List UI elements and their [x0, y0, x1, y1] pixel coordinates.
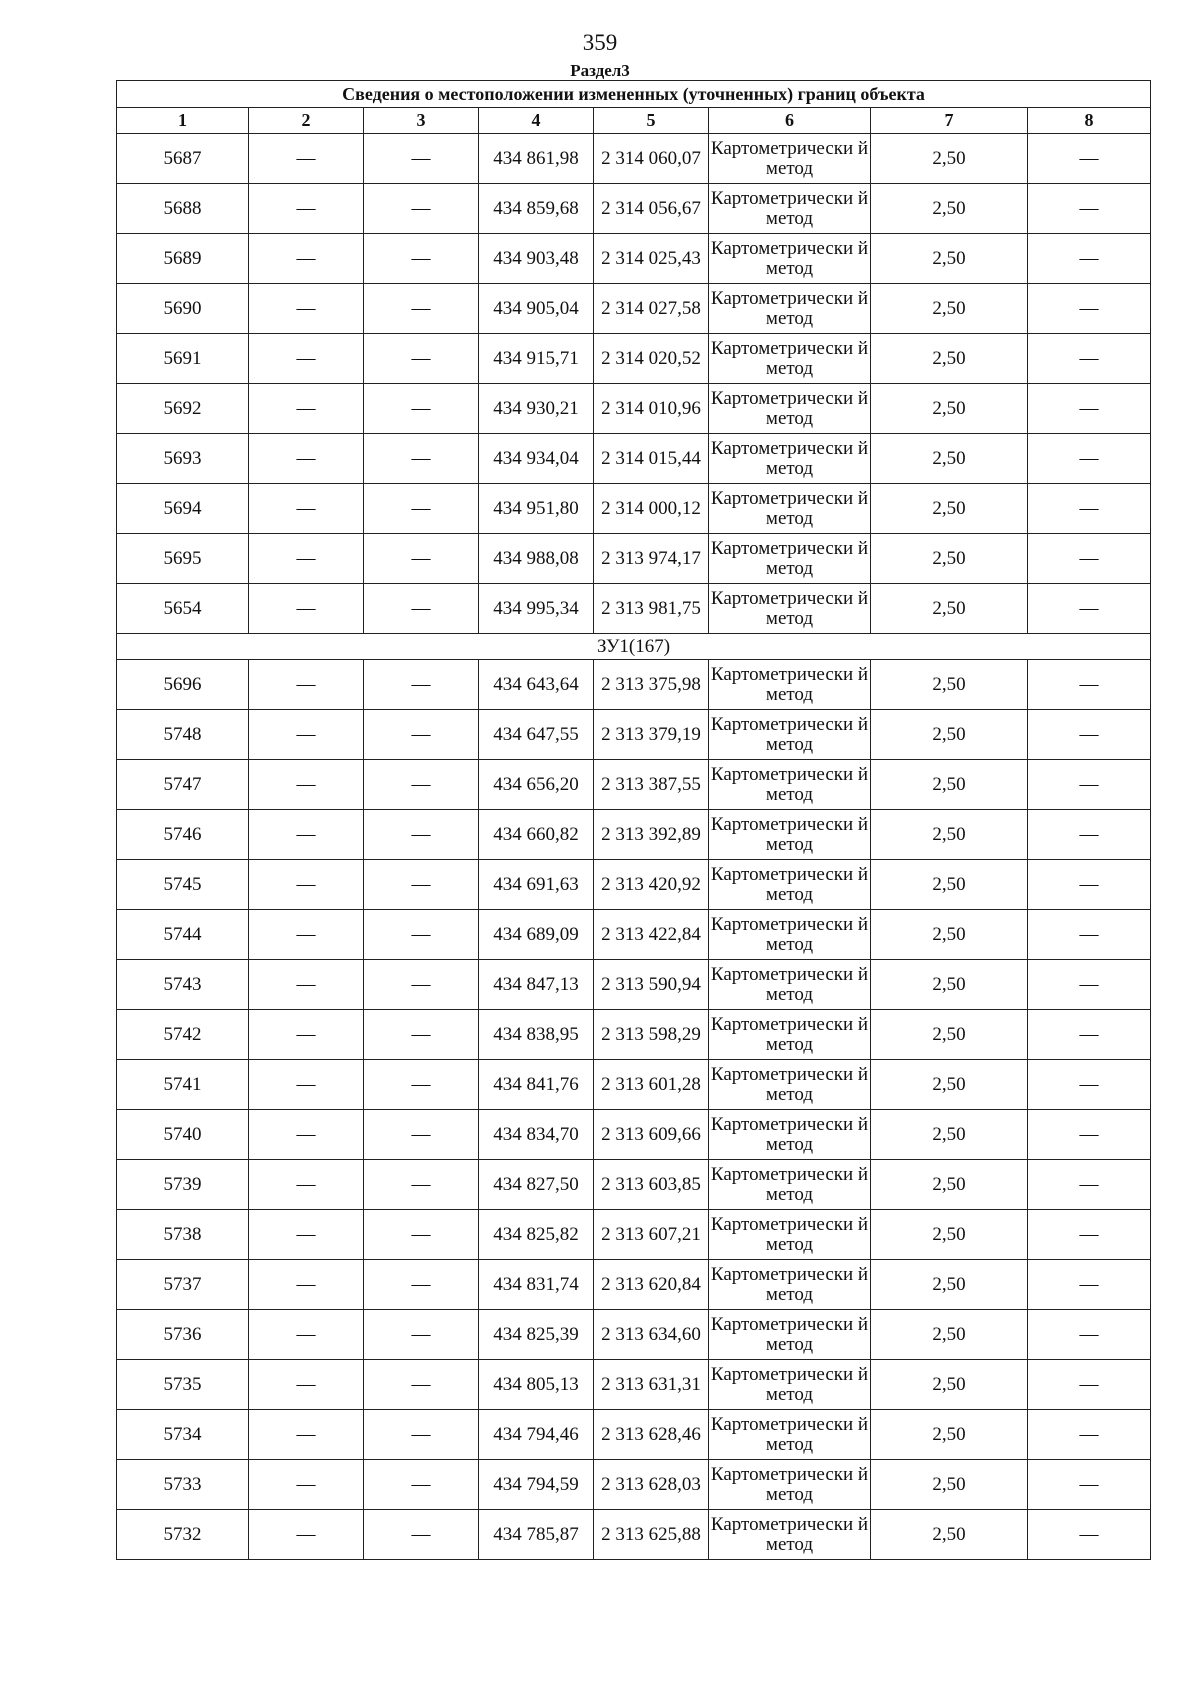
table-row	[117, 860, 1151, 910]
cell-col-8: —	[1028, 584, 1151, 634]
cell-point-number: 5689	[117, 234, 249, 284]
cell-accuracy: 2,50	[871, 134, 1028, 184]
cell-col-8: —	[1028, 710, 1151, 760]
cell-coord-y: 2 313 598,29	[594, 1010, 709, 1060]
cell-method: Картометрически й метод	[709, 960, 871, 1010]
cell-col-8: —	[1028, 660, 1151, 710]
cell-col-2: —	[249, 234, 364, 284]
cell-col-8: —	[1028, 184, 1151, 234]
cell-method: Картометрически й метод	[709, 910, 871, 960]
cell-method: Картометрически й метод	[709, 484, 871, 534]
cell-accuracy: 2,50	[871, 584, 1028, 634]
cell-col-8: —	[1028, 1510, 1151, 1560]
cell-method: Картометрически й метод	[709, 184, 871, 234]
column-header-1: 1	[117, 108, 249, 134]
cell-point-number: 5688	[117, 184, 249, 234]
cell-col-8: —	[1028, 384, 1151, 434]
cell-point-number: 5732	[117, 1510, 249, 1560]
table-row	[117, 1460, 1151, 1510]
cell-method: Картометрически й метод	[709, 1360, 871, 1410]
cell-coord-x: 434 861,98	[479, 134, 594, 184]
cell-coord-x: 434 930,21	[479, 384, 594, 434]
table-body	[117, 134, 1151, 1560]
table-row	[117, 1360, 1151, 1410]
cell-coord-x: 434 794,59	[479, 1460, 594, 1510]
cell-col-3: —	[364, 1160, 479, 1210]
table-row	[117, 234, 1151, 284]
cell-point-number: 5744	[117, 910, 249, 960]
cell-col-2: —	[249, 810, 364, 860]
section-title: Раздел3	[570, 61, 630, 80]
cell-coord-x: 434 934,04	[479, 434, 594, 484]
cell-method: Картометрически й метод	[709, 284, 871, 334]
table-row	[117, 1060, 1151, 1110]
cell-col-2: —	[249, 760, 364, 810]
cell-method: Картометрически й метод	[709, 1410, 871, 1460]
cell-col-2: —	[249, 1110, 364, 1160]
cell-coord-x: 434 831,74	[479, 1260, 594, 1310]
cell-accuracy: 2,50	[871, 1460, 1028, 1510]
cell-col-8: —	[1028, 534, 1151, 584]
cell-point-number: 5690	[117, 284, 249, 334]
cell-col-2: —	[249, 860, 364, 910]
cell-point-number: 5734	[117, 1410, 249, 1460]
cell-col-8: —	[1028, 910, 1151, 960]
cell-col-3: —	[364, 534, 479, 584]
cell-col-3: —	[364, 1360, 479, 1410]
table-row	[117, 334, 1151, 384]
cell-accuracy: 2,50	[871, 484, 1028, 534]
cell-point-number: 5741	[117, 1060, 249, 1110]
cell-coord-y: 2 314 027,58	[594, 284, 709, 334]
cell-col-2: —	[249, 1510, 364, 1560]
cell-method: Картометрически й метод	[709, 134, 871, 184]
cell-coord-y: 2 313 628,46	[594, 1410, 709, 1460]
table-row	[117, 1160, 1151, 1210]
cell-point-number: 5735	[117, 1360, 249, 1410]
cell-coord-x: 434 951,80	[479, 484, 594, 534]
cell-method: Картометрически й метод	[709, 1060, 871, 1110]
cell-col-3: —	[364, 234, 479, 284]
cell-accuracy: 2,50	[871, 710, 1028, 760]
cell-point-number: 5695	[117, 534, 249, 584]
cell-point-number: 5739	[117, 1160, 249, 1210]
cell-col-8: —	[1028, 1210, 1151, 1260]
cell-accuracy: 2,50	[871, 760, 1028, 810]
cell-coord-y: 2 313 607,21	[594, 1210, 709, 1260]
cell-col-2: —	[249, 1160, 364, 1210]
cell-coord-y: 2 313 981,75	[594, 584, 709, 634]
cell-col-2: —	[249, 284, 364, 334]
cell-method: Картометрически й метод	[709, 1110, 871, 1160]
cell-coord-x: 434 859,68	[479, 184, 594, 234]
cell-col-2: —	[249, 910, 364, 960]
cell-col-3: —	[364, 860, 479, 910]
cell-coord-y: 2 313 609,66	[594, 1110, 709, 1160]
cell-accuracy: 2,50	[871, 660, 1028, 710]
cell-col-3: —	[364, 960, 479, 1010]
cell-col-8: —	[1028, 1460, 1151, 1510]
cell-col-8: —	[1028, 434, 1151, 484]
cell-accuracy: 2,50	[871, 810, 1028, 860]
cell-coord-x: 434 794,46	[479, 1410, 594, 1460]
cell-accuracy: 2,50	[871, 384, 1028, 434]
cell-accuracy: 2,50	[871, 434, 1028, 484]
cell-col-3: —	[364, 1310, 479, 1360]
table-row	[117, 910, 1151, 960]
cell-coord-x: 434 660,82	[479, 810, 594, 860]
cell-method: Картометрически й метод	[709, 1510, 871, 1560]
cell-col-8: —	[1028, 1160, 1151, 1210]
cell-col-8: —	[1028, 284, 1151, 334]
table-row	[117, 584, 1151, 634]
cell-coord-x: 434 825,82	[479, 1210, 594, 1260]
cell-col-2: —	[249, 334, 364, 384]
cell-col-3: —	[364, 334, 479, 384]
table-caption: Сведения о местоположении измененных (уточненных) границ объекта	[117, 81, 1151, 108]
cell-col-8: —	[1028, 810, 1151, 860]
cell-coord-x: 434 785,87	[479, 1510, 594, 1560]
cell-coord-y: 2 314 010,96	[594, 384, 709, 434]
cell-coord-x: 434 903,48	[479, 234, 594, 284]
table-row	[117, 960, 1151, 1010]
cell-coord-x: 434 827,50	[479, 1160, 594, 1210]
cell-coord-y: 2 313 620,84	[594, 1260, 709, 1310]
cell-point-number: 5742	[117, 1010, 249, 1060]
cell-col-2: —	[249, 534, 364, 584]
cell-col-2: —	[249, 184, 364, 234]
cell-col-3: —	[364, 184, 479, 234]
cell-col-3: —	[364, 384, 479, 434]
cell-col-3: —	[364, 1510, 479, 1560]
table-row	[117, 134, 1151, 184]
cell-coord-y: 2 313 625,88	[594, 1510, 709, 1560]
cell-accuracy: 2,50	[871, 1360, 1028, 1410]
cell-col-8: —	[1028, 1010, 1151, 1060]
cell-point-number: 5737	[117, 1260, 249, 1310]
column-header-6: 6	[709, 108, 871, 134]
cell-coord-x: 434 988,08	[479, 534, 594, 584]
cell-col-2: —	[249, 710, 364, 760]
cell-point-number: 5748	[117, 710, 249, 760]
cell-point-number: 5692	[117, 384, 249, 434]
table-row	[117, 434, 1151, 484]
cell-coord-y: 2 313 603,85	[594, 1160, 709, 1210]
column-header-8: 8	[1028, 108, 1151, 134]
cell-accuracy: 2,50	[871, 1060, 1028, 1110]
column-header-7: 7	[871, 108, 1028, 134]
cell-coord-y: 2 313 631,31	[594, 1360, 709, 1410]
cell-accuracy: 2,50	[871, 334, 1028, 384]
cell-method: Картометрически й метод	[709, 660, 871, 710]
cell-accuracy: 2,50	[871, 1160, 1028, 1210]
cell-col-8: —	[1028, 484, 1151, 534]
cell-col-3: —	[364, 1410, 479, 1460]
cell-col-8: —	[1028, 1110, 1151, 1160]
table-row	[117, 1510, 1151, 1560]
cell-point-number: 5654	[117, 584, 249, 634]
column-header-row	[117, 108, 1151, 134]
cell-col-2: —	[249, 1310, 364, 1360]
cell-coord-x: 434 656,20	[479, 760, 594, 810]
cell-coord-y: 2 314 056,67	[594, 184, 709, 234]
table-row	[117, 1210, 1151, 1260]
cell-coord-x: 434 825,39	[479, 1310, 594, 1360]
cell-point-number: 5747	[117, 760, 249, 810]
cell-col-2: —	[249, 1260, 364, 1310]
table-row	[117, 1010, 1151, 1060]
table-row	[117, 1260, 1151, 1310]
cell-col-2: —	[249, 584, 364, 634]
cell-col-3: —	[364, 584, 479, 634]
cell-col-8: —	[1028, 960, 1151, 1010]
cell-coord-y: 2 313 974,17	[594, 534, 709, 584]
cell-col-8: —	[1028, 1260, 1151, 1310]
cell-method: Картометрически й метод	[709, 434, 871, 484]
cell-col-2: —	[249, 1410, 364, 1460]
cell-coord-y: 2 314 020,52	[594, 334, 709, 384]
page-number: 359	[582, 30, 618, 55]
cell-point-number: 5733	[117, 1460, 249, 1510]
cell-col-3: —	[364, 284, 479, 334]
cell-method: Картометрически й метод	[709, 334, 871, 384]
cell-coord-x: 434 847,13	[479, 960, 594, 1010]
cell-accuracy: 2,50	[871, 1210, 1028, 1260]
cell-col-3: —	[364, 1060, 479, 1110]
cell-accuracy: 2,50	[871, 1310, 1028, 1360]
cell-method: Картометрически й метод	[709, 234, 871, 284]
cell-accuracy: 2,50	[871, 1110, 1028, 1160]
cell-point-number: 5746	[117, 810, 249, 860]
cell-col-3: —	[364, 434, 479, 484]
cell-coord-y: 2 314 000,12	[594, 484, 709, 534]
cell-point-number: 5693	[117, 434, 249, 484]
cell-accuracy: 2,50	[871, 534, 1028, 584]
cell-method: Картометрически й метод	[709, 1460, 871, 1510]
cell-accuracy: 2,50	[871, 1510, 1028, 1560]
cell-col-3: —	[364, 1110, 479, 1160]
cell-point-number: 5687	[117, 134, 249, 184]
cell-col-8: —	[1028, 1360, 1151, 1410]
cell-col-8: —	[1028, 334, 1151, 384]
cell-coord-y: 2 313 379,19	[594, 710, 709, 760]
cell-coord-y: 2 313 375,98	[594, 660, 709, 710]
cell-method: Картометрически й метод	[709, 860, 871, 910]
cell-col-2: —	[249, 1360, 364, 1410]
cell-coord-y: 2 313 634,60	[594, 1310, 709, 1360]
cell-method: Картометрически й метод	[709, 810, 871, 860]
cell-col-3: —	[364, 484, 479, 534]
table-row	[117, 284, 1151, 334]
cell-col-2: —	[249, 1010, 364, 1060]
cell-col-3: —	[364, 1210, 479, 1260]
group-label: ЗУ1(167)	[117, 634, 1151, 660]
cell-accuracy: 2,50	[871, 1260, 1028, 1310]
cell-col-2: —	[249, 1460, 364, 1510]
table-row	[117, 1410, 1151, 1460]
cell-method: Картометрически й метод	[709, 1260, 871, 1310]
table-row	[117, 660, 1151, 710]
cell-col-2: —	[249, 134, 364, 184]
table-row	[117, 1110, 1151, 1160]
cell-col-2: —	[249, 660, 364, 710]
cell-accuracy: 2,50	[871, 184, 1028, 234]
cell-coord-x: 434 915,71	[479, 334, 594, 384]
cell-col-8: —	[1028, 1060, 1151, 1110]
cell-coord-x: 434 838,95	[479, 1010, 594, 1060]
cell-coord-x: 434 805,13	[479, 1360, 594, 1410]
cell-col-3: —	[364, 810, 479, 860]
column-header-3: 3	[364, 108, 479, 134]
table-row	[117, 534, 1151, 584]
cell-point-number: 5696	[117, 660, 249, 710]
cell-col-2: —	[249, 960, 364, 1010]
cell-col-8: —	[1028, 860, 1151, 910]
cell-coord-x: 434 691,63	[479, 860, 594, 910]
cell-col-3: —	[364, 1010, 479, 1060]
cell-col-3: —	[364, 1460, 479, 1510]
cell-coord-y: 2 313 387,55	[594, 760, 709, 810]
cell-point-number: 5743	[117, 960, 249, 1010]
cell-coord-x: 434 689,09	[479, 910, 594, 960]
cell-col-2: —	[249, 1210, 364, 1260]
cell-col-3: —	[364, 1260, 479, 1310]
cell-method: Картометрически й метод	[709, 1010, 871, 1060]
cell-method: Картометрически й метод	[709, 1310, 871, 1360]
cell-col-8: —	[1028, 760, 1151, 810]
cell-col-8: —	[1028, 1410, 1151, 1460]
cell-point-number: 5736	[117, 1310, 249, 1360]
cell-col-8: —	[1028, 234, 1151, 284]
cell-coord-x: 434 841,76	[479, 1060, 594, 1110]
cell-coord-x: 434 647,55	[479, 710, 594, 760]
cell-accuracy: 2,50	[871, 1010, 1028, 1060]
cell-coord-y: 2 314 060,07	[594, 134, 709, 184]
cell-method: Картометрически й метод	[709, 760, 871, 810]
cell-coord-x: 434 995,34	[479, 584, 594, 634]
cell-col-3: —	[364, 134, 479, 184]
cell-col-2: —	[249, 384, 364, 434]
cell-coord-y: 2 313 392,89	[594, 810, 709, 860]
cell-method: Картометрически й метод	[709, 710, 871, 760]
column-header-5: 5	[594, 108, 709, 134]
cell-col-8: —	[1028, 134, 1151, 184]
cell-method: Картометрически й метод	[709, 584, 871, 634]
cell-coord-y: 2 313 601,28	[594, 1060, 709, 1110]
cell-accuracy: 2,50	[871, 960, 1028, 1010]
cell-point-number: 5691	[117, 334, 249, 384]
cell-point-number: 5738	[117, 1210, 249, 1260]
cell-point-number: 5745	[117, 860, 249, 910]
table-row	[117, 184, 1151, 234]
cell-point-number: 5740	[117, 1110, 249, 1160]
cell-coord-y: 2 313 628,03	[594, 1460, 709, 1510]
cell-col-3: —	[364, 760, 479, 810]
table-row	[117, 760, 1151, 810]
cell-method: Картометрически й метод	[709, 534, 871, 584]
group-row	[117, 634, 1151, 660]
cell-col-2: —	[249, 434, 364, 484]
cell-col-3: —	[364, 910, 479, 960]
cell-point-number: 5694	[117, 484, 249, 534]
column-header-2: 2	[249, 108, 364, 134]
boundary-coordinates-table	[116, 80, 1151, 1560]
cell-col-3: —	[364, 710, 479, 760]
cell-col-2: —	[249, 484, 364, 534]
table-row	[117, 710, 1151, 760]
cell-coord-y: 2 314 015,44	[594, 434, 709, 484]
table-row	[117, 384, 1151, 434]
cell-col-8: —	[1028, 1310, 1151, 1360]
cell-coord-y: 2 313 590,94	[594, 960, 709, 1010]
cell-accuracy: 2,50	[871, 910, 1028, 960]
table-row	[117, 1310, 1151, 1360]
cell-col-2: —	[249, 1060, 364, 1110]
cell-accuracy: 2,50	[871, 860, 1028, 910]
cell-method: Картометрически й метод	[709, 384, 871, 434]
cell-col-3: —	[364, 660, 479, 710]
cell-coord-y: 2 314 025,43	[594, 234, 709, 284]
cell-method: Картометрически й метод	[709, 1210, 871, 1260]
cell-coord-x: 434 643,64	[479, 660, 594, 710]
column-header-4: 4	[479, 108, 594, 134]
cell-accuracy: 2,50	[871, 234, 1028, 284]
cell-coord-x: 434 905,04	[479, 284, 594, 334]
cell-coord-x: 434 834,70	[479, 1110, 594, 1160]
cell-accuracy: 2,50	[871, 1410, 1028, 1460]
table-row	[117, 810, 1151, 860]
cell-coord-y: 2 313 420,92	[594, 860, 709, 910]
cell-accuracy: 2,50	[871, 284, 1028, 334]
table-row	[117, 484, 1151, 534]
cell-coord-y: 2 313 422,84	[594, 910, 709, 960]
cell-method: Картометрически й метод	[709, 1160, 871, 1210]
